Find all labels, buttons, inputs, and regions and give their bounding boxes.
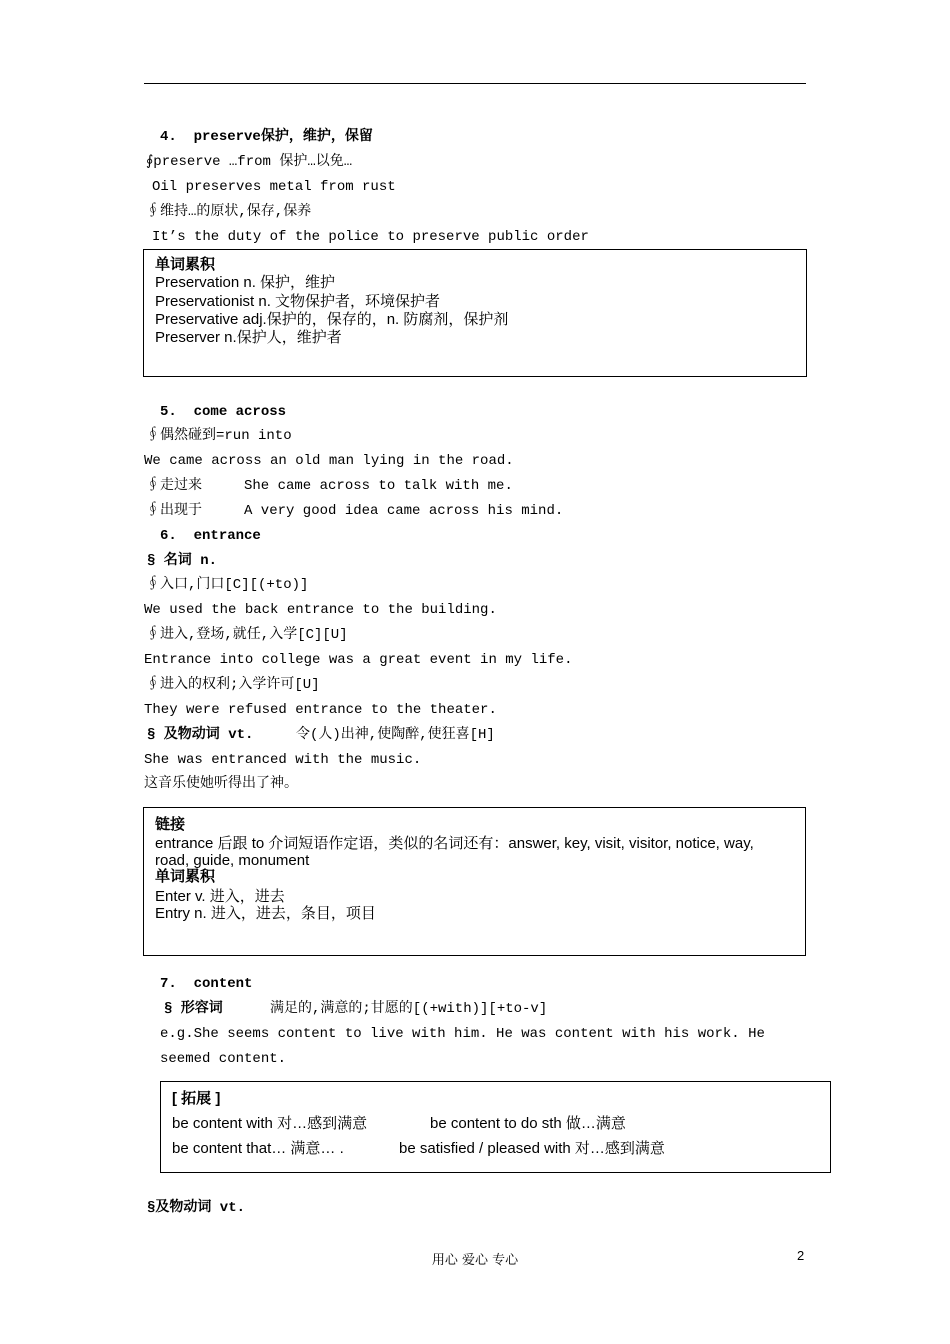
vocab-line: Preservationist n. 文物保护者，环境保护者 [155,293,441,310]
vocab-box-preserve [143,249,807,377]
heading-word: entrance [193,528,261,544]
section-4-heading [160,128,373,146]
sense-line: 令(人)出神,使陶醉,使狂喜[H] [296,727,495,743]
example-sentence: They were refused entrance to the theater. [144,702,497,718]
link-text: road, guide, monument [155,852,310,869]
example-sentence: She was entranced with the music. [144,752,422,768]
phrase-line: be content that… 满意… . [172,1140,344,1157]
part-of-speech: § 名词 n. [147,553,218,569]
heading-word: preserve [193,129,261,145]
example-sentence: e.g.She seems content to live with him. He was content with his work. He [160,1026,765,1042]
box-title: 单词累积 [155,256,216,273]
link-box-entrance [143,807,806,956]
example-sentence: Entrance into college was a great event in my life. [144,652,573,668]
heading-meaning: 保护，维护，保留 [260,129,373,145]
phrase-line: be content with 对…感到满意 [172,1115,368,1132]
vocab-line: Preserver n.保护人，维护者 [155,329,342,346]
vocab-line: Preservative adj.保护的，保存的，n. 防腐剂，保护剂 [155,311,509,328]
part-of-speech: § 及物动词 vt. [147,727,254,743]
heading-word: come across [193,404,287,420]
sense-line: ∮偶然碰到=run into [146,428,292,444]
example-sentence: It’s the duty of the police to preserve public order [152,229,589,245]
sense-line: ∮进入,登场,就任,入学[C][U] [146,627,348,643]
vocab-line: Preservation n. 保护，维护 [155,274,336,291]
page-number: 2 [797,1248,805,1263]
box-title: [ 拓展 ] [172,1090,221,1107]
heading-number: 6. [160,528,177,544]
phrase-line: be satisfied / pleased with 对…感到满意 [399,1140,665,1157]
sense-line: ∮维持…的原状,保存,保养 [146,204,312,220]
example-sentence: We came across an old man lying in the road. [144,453,514,469]
example-sentence: seemed content. [160,1051,287,1067]
heading-number: 4. [160,129,177,145]
part-of-speech: § 形容词 [164,1001,223,1017]
header-rule [144,83,806,84]
link-text: entrance 后跟 to 介词短语作定语，类似的名词还有：answer, key, visit, visitor, notice, way, [155,835,754,852]
heading-number: 7. [160,976,177,992]
sense-line: 满足的,满意的;甘愿的[(+with)][+to-v] [270,1001,548,1017]
sense-line: ∮preserve …from 保护…以免… [146,154,353,170]
example-sentence: We used the back entrance to the building. [144,602,497,618]
example-sentence: She came across to talk with me. [244,478,513,494]
section-5-heading [160,403,286,421]
section-7-heading [160,975,252,993]
vocab-line: Enter v. 进入，进去 [155,888,285,905]
sense-line: ∮进入的权利;入学许可[U] [146,677,320,693]
heading-number: 5. [160,404,177,420]
sense-line: ∮出现于 [146,503,202,519]
vocab-line: Entry n. 进入，进去，条目，项目 [155,905,376,922]
box-title: 单词累积 [155,868,216,885]
example-sentence: A very good idea came across his mind. [244,503,564,519]
part-of-speech: §及物动词 vt. [147,1200,246,1216]
heading-word: content [193,976,253,992]
example-translation: 这音乐使她听得出了神。 [144,776,298,792]
sense-line: ∮走过来 [146,478,202,494]
box-title: 链接 [155,816,186,833]
example-sentence: Oil preserves metal from rust [152,179,396,195]
extension-box-content [160,1081,831,1173]
page-footer: 用心 爱心 专心 [431,1253,519,1268]
section-6-heading [160,527,261,545]
sense-line: ∮入口,门口[C][(+to)] [146,577,309,593]
phrase-line: be content to do sth 做…满意 [430,1115,626,1132]
